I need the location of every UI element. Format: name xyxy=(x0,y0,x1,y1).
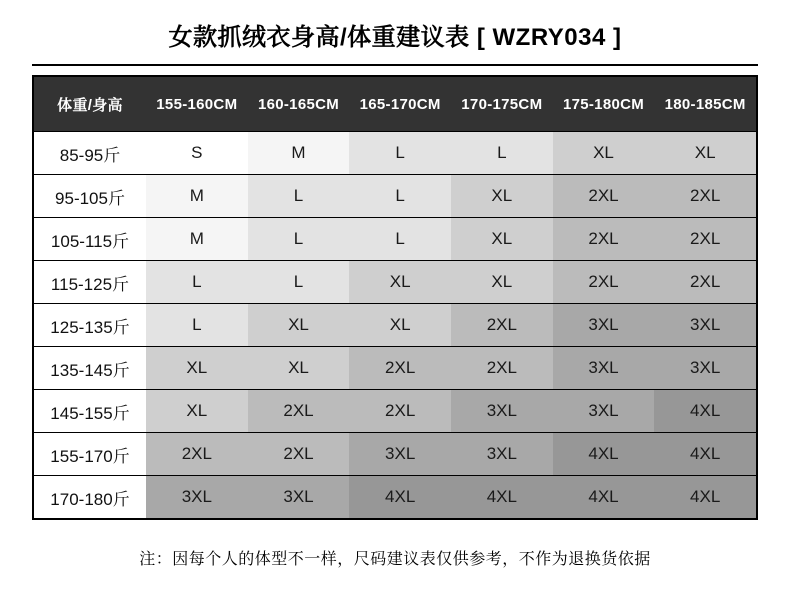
size-cell: M xyxy=(146,175,248,217)
table-row xyxy=(34,260,756,303)
size-cell: L xyxy=(248,218,350,260)
row-label-weight-cell: 145-155斤 xyxy=(34,390,146,432)
row-label-weight-cell: 170-180斤 xyxy=(34,476,146,518)
size-cell: XL xyxy=(654,132,756,174)
table-header-row xyxy=(34,77,756,131)
size-cell: 2XL xyxy=(553,175,655,217)
size-cell: 4XL xyxy=(654,476,756,518)
footnote: 注：因每个人的体型不一样，尺码建议表仅供参考，不作为退换货依据 xyxy=(139,551,651,568)
size-cell: 2XL xyxy=(654,261,756,303)
row-label-weight-cell: 115-125斤 xyxy=(34,261,146,303)
header-cell-height-range: 175-180CM xyxy=(562,95,645,113)
size-cell: L xyxy=(248,261,350,303)
table-row xyxy=(34,174,756,217)
table-row xyxy=(34,432,756,475)
size-cell: XL xyxy=(146,347,248,389)
table-body xyxy=(34,131,756,518)
size-cell: L xyxy=(146,304,248,346)
table-row xyxy=(34,131,756,174)
size-cell: S xyxy=(146,132,248,174)
size-cell: L xyxy=(349,132,451,174)
size-cell: 4XL xyxy=(553,433,655,475)
size-cell: 2XL xyxy=(349,390,451,432)
row-label-weight-cell: 135-145斤 xyxy=(34,347,146,389)
row-label-weight-cell: 95-105斤 xyxy=(34,175,146,217)
size-cell: XL xyxy=(451,218,553,260)
size-cell: XL xyxy=(451,175,553,217)
size-cell: XL xyxy=(349,304,451,346)
page-title: 女款抓绒衣身高/体重建议表 [ WZRY034 ] xyxy=(168,24,622,51)
size-cell: XL xyxy=(248,304,350,346)
table-row xyxy=(34,475,756,518)
size-cell: 3XL xyxy=(553,390,655,432)
size-cell: 2XL xyxy=(654,218,756,260)
size-cell: 4XL xyxy=(654,433,756,475)
size-cell: 2XL xyxy=(248,390,350,432)
size-cell: 4XL xyxy=(349,476,451,518)
header-cell-weight-height: 体重/身高 xyxy=(57,96,123,114)
size-cell: L xyxy=(146,261,248,303)
size-cell: 3XL xyxy=(349,433,451,475)
table-row xyxy=(34,217,756,260)
size-cell: L xyxy=(451,132,553,174)
size-cell: XL xyxy=(349,261,451,303)
size-cell: 2XL xyxy=(654,175,756,217)
size-cell: XL xyxy=(146,390,248,432)
row-label-weight-cell: 105-115斤 xyxy=(34,218,146,260)
size-cell: 2XL xyxy=(146,433,248,475)
size-cell: 3XL xyxy=(248,476,350,518)
size-cell: L xyxy=(248,175,350,217)
size-cell: 3XL xyxy=(553,304,655,346)
size-cell: 2XL xyxy=(349,347,451,389)
size-cell: 3XL xyxy=(654,347,756,389)
size-cell: M xyxy=(146,218,248,260)
header-cell-height-range: 180-185CM xyxy=(664,95,746,113)
size-cell: L xyxy=(349,218,451,260)
size-table xyxy=(32,75,758,520)
size-cell: 3XL xyxy=(146,476,248,518)
size-cell: 3XL xyxy=(654,304,756,346)
size-cell: L xyxy=(349,175,451,217)
row-label-weight-cell: 85-95斤 xyxy=(34,132,146,174)
table-row xyxy=(34,389,756,432)
size-cell: XL xyxy=(451,261,553,303)
size-cell: 3XL xyxy=(553,347,655,389)
size-cell: 4XL xyxy=(553,476,655,518)
size-cell: 4XL xyxy=(654,390,756,432)
header-cell-height-range: 155-160CM xyxy=(156,95,238,113)
size-cell: 2XL xyxy=(553,261,655,303)
size-cell: XL xyxy=(248,347,350,389)
size-cell: 3XL xyxy=(451,433,553,475)
title-divider xyxy=(32,64,758,66)
size-cell: 2XL xyxy=(248,433,350,475)
size-cell: 2XL xyxy=(451,304,553,346)
row-label-weight-cell: 155-170斤 xyxy=(34,433,146,475)
row-label-weight-cell: 125-135斤 xyxy=(34,304,146,346)
table-row xyxy=(34,303,756,346)
header-cell-height-range: 165-170CM xyxy=(359,95,441,113)
size-cell: XL xyxy=(553,132,655,174)
size-cell: 2XL xyxy=(553,218,655,260)
size-cell: M xyxy=(248,132,350,174)
header-cell-height-range: 160-165CM xyxy=(257,95,340,113)
size-cell: 4XL xyxy=(451,476,553,518)
size-cell: 3XL xyxy=(451,390,553,432)
size-cell: 2XL xyxy=(451,347,553,389)
table-row xyxy=(34,346,756,389)
header-cell-height-range: 170-175CM xyxy=(461,95,543,113)
